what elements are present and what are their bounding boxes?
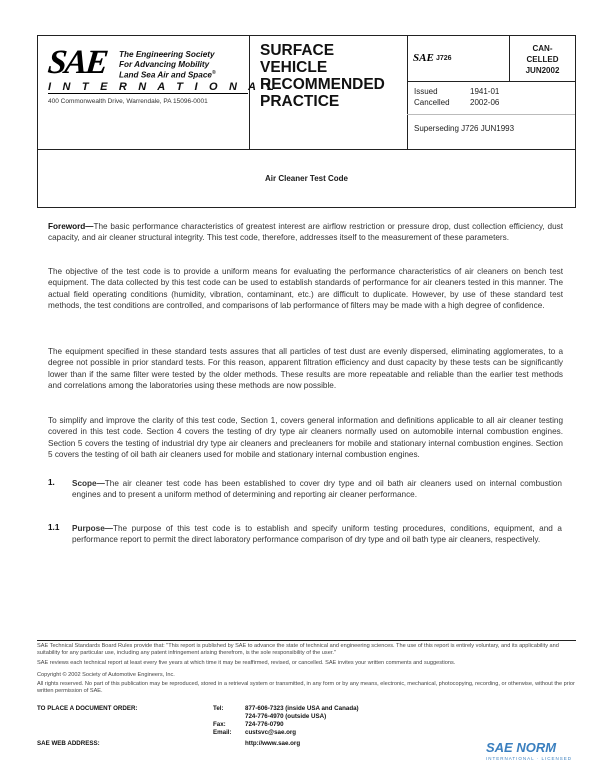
rights-notice: All rights reserved. No part of this publication may be reproduced, stored in a retrieval system or transmitted, in any form or by any means, electronic, mechanical, photocopying, recording, or otherwise, without the prior written permission of SAE. [37, 681, 575, 694]
header-divider [407, 114, 575, 115]
fax-number: 724-776-0790 [245, 721, 284, 728]
document-number: J726 [436, 55, 452, 62]
sae-logo: SAE [46, 44, 109, 81]
foreword-paragraph: Foreword—The basic performance characteristics of greatest interest are airflow restriction or pressure drop, dust collection efficiency, dust capacity, and air cleaner structural integrity. This test code, therefore, addresses itself to the measurement of these parameters. [48, 222, 563, 243]
web-label: SAE WEB ADDRESS: [37, 740, 100, 747]
policy-notice: SAE Technical Standards Board Rules provide that: "This report is published by SAE to advance the state of technical and engineering sciences. The use of this report is entirely voluntary, and its applicability and suitability for any particular use, including any patent infringement arising therefrom, is the sole responsibility of the user." [37, 643, 559, 656]
purpose-section: Purpose—The purpose of this test code is to establish and specify uniform testing procedures, conditions, equipment, and a performance report to permit the direct laboratory performance comparison of dry type and oil bath type air cleaners, respectively. [72, 524, 562, 545]
sae-norm-subtitle: INTERNATIONAL · LICENSED [486, 756, 573, 761]
international-wordmark: I N T E R N A T I O N A L [48, 81, 278, 93]
cancelled-status: CAN- CELLED JUN2002 [525, 44, 560, 75]
email-label: Email: [213, 729, 232, 736]
scope-heading: Scope— [72, 479, 105, 488]
tel-secondary: 724-776-4970 (outside USA) [245, 713, 327, 720]
scope-summary-paragraph: To simplify and improve the clarity of this test code, Section 1, covers general information and definitions applicable to all air cleaner testing covered in this test code. Section 4 covers the testing of dry type air cleaners normally used on automobile internal combustion engines. Section 5 covers the testing of industrial dry type air cleaners and precleaners for mobile and stationary internal combustion engines. Section 5 covers the testing of oil bath air cleaners used for mobile and stationary internal combustion engines. [48, 416, 563, 460]
document-title-box [37, 150, 576, 208]
society-tagline: The Engineering Society For Advancing Mobility Land Sea Air and Space® [119, 50, 216, 80]
wordmark-rule [48, 93, 248, 94]
order-label: TO PLACE A DOCUMENT ORDER: [37, 705, 138, 712]
document-title: Air Cleaner Test Code [265, 174, 348, 183]
cancelled-value: 2002-06 [470, 98, 500, 107]
tel-primary: 877-606-7323 (inside USA and Canada) [245, 705, 359, 712]
header-divider [407, 36, 408, 149]
scope-section: Scope—The air cleaner test code has been established to cover dry type and oil bath air cleaners used on internal combustion engines and to present a uniform method of determining and reporting air cleaner performance. [72, 479, 562, 500]
society-address: 400 Commonwealth Drive, Warrendale, PA 15096-0001 [48, 98, 208, 105]
objective-paragraph: The objective of the test code is to provide a uniform means for evaluating the performance characteristics of air cleaners on bench test equipment. The data collected by this test code can be used to establish standards of performance for air cleaners tested in this manner. The actual field operating conditions (humidity, vibration, contaminant, etc.) are difficult to duplicate. However, by use of these standard test methods, the test conditions are controlled, and comparisons of lab performance of filters may be made with a high degree of confidence. [48, 267, 563, 311]
email-address[interactable]: custsvc@sae.org [245, 729, 297, 736]
fax-label: Fax: [213, 721, 226, 728]
section-number: 1.1 [48, 523, 60, 532]
tel-label: Tel: [213, 705, 224, 712]
equipment-paragraph: The equipment specified in these standard tests assures that all particles of test dust are evenly dispersed, eliminating agglomerates, to a degree not possible in prior standard tests. For this reason, apparent filtration efficiency and dust capacity by these tests can be significantly lower than if the same filter were tested by the older methods. These results are more repeatable and reliable than the earlier test methods and correlations among the laboratories using these methods are now possible. [48, 347, 563, 391]
sae-norm-logo: SAE NORM [486, 740, 557, 755]
purpose-heading: Purpose— [72, 524, 113, 533]
header-box [37, 35, 576, 150]
web-address-link[interactable]: http://www.sae.org [245, 740, 301, 747]
foreword-heading: Foreword— [48, 222, 94, 231]
superseding-note: Superseding J726 JUN1993 [414, 124, 515, 133]
sae-doc-logo: SAE [413, 52, 434, 64]
issued-value: 1941-01 [470, 87, 500, 96]
document-category: SURFACE VEHICLE RECOMMENDED PRACTICE [260, 42, 385, 110]
copyright-notice: Copyright © 2002 Society of Automotive Engineers, Inc. [37, 672, 175, 678]
section-number: 1. [48, 478, 55, 487]
cancelled-label: Cancelled [414, 98, 450, 107]
review-notice: SAE reviews each technical report at least every five years at which time it may be reaffirmed, revised, or cancelled. SAE invites your written comments and suggestions. [37, 660, 456, 666]
footer-rule [37, 640, 576, 641]
header-divider [407, 81, 575, 82]
issued-label: Issued [414, 87, 438, 96]
